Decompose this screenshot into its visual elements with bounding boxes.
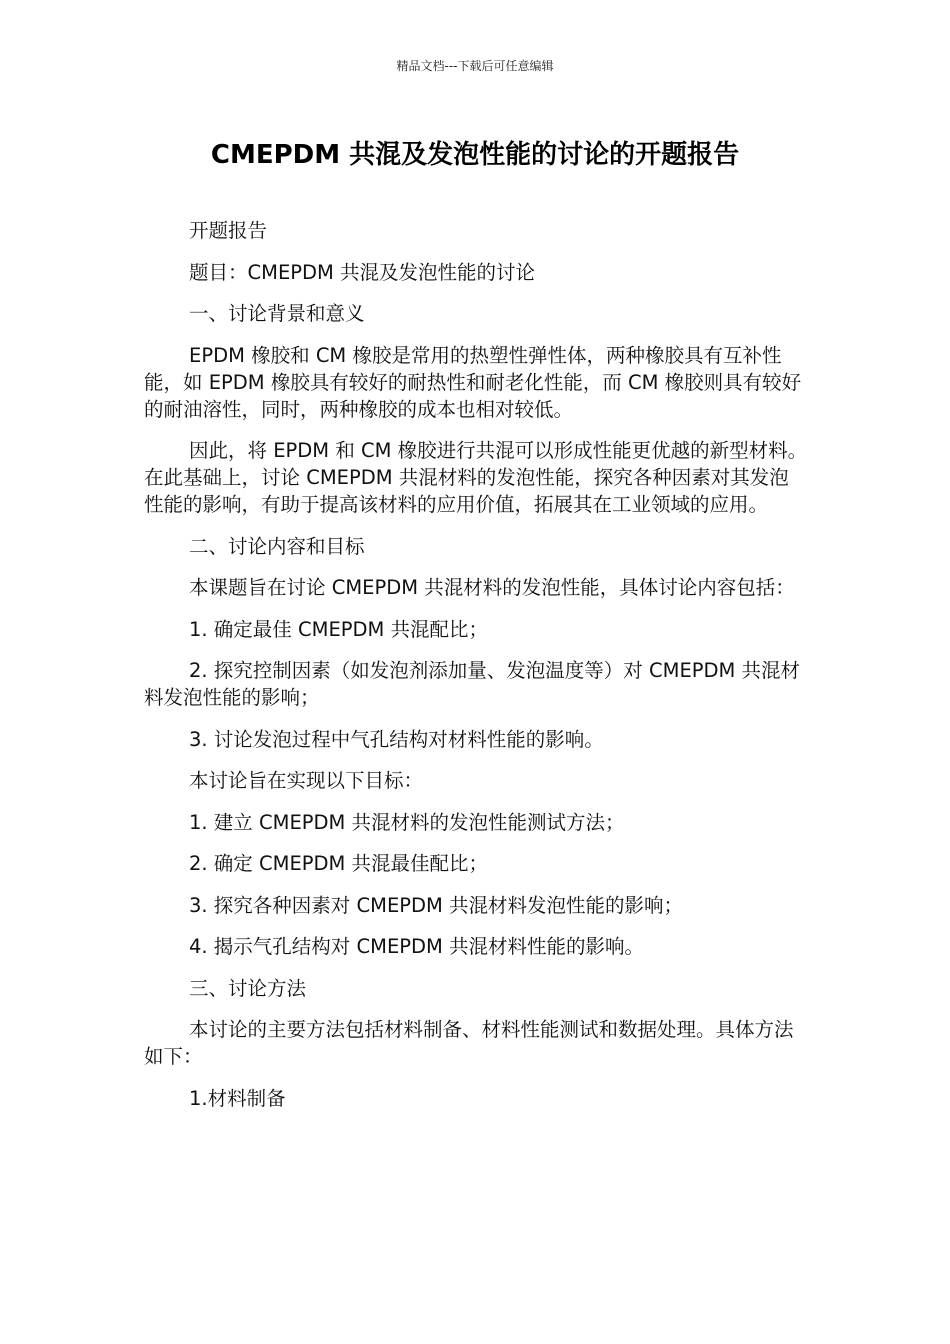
goal-item-4: 4. 揭示气孔结构对 CMEPDM 共混材料性能的影响。: [189, 935, 645, 958]
content-item-3: 3. 讨论发泡过程中气孔结构对材料性能的影响。: [189, 727, 604, 751]
paragraph-background-1: EPDM 橡胶和 CM 橡胶是常用的热塑性弹性体，两种橡胶具有互补性能，如 EPDM 橡胶具有较好的耐热性和耐老化性能，而 CM 橡胶则具有较好的耐油溶性，同时，两种橡胶的成本也相对较低。: [144, 343, 802, 421]
paragraph-topic: 题目：CMEPDM 共混及发泡性能的讨论: [189, 260, 536, 284]
content-item-1: 1. 确定最佳 CMEPDM 共混配比；: [189, 617, 489, 641]
content-item-2: 2. 探究控制因素（如发泡剂添加量、发泡温度等）对 CMEPDM 共混材料发泡性能的影响；: [144, 659, 801, 709]
document-title: CMEPDM 共混及发泡性能的讨论的开题报告: [210, 140, 740, 170]
section-heading-methods: 三、讨论方法: [189, 976, 307, 1000]
paragraph-background-2: 因此，将 EPDM 和 CM 橡胶进行共混可以形成性能更优越的新型材料。在此基础上，讨论 CMEPDM 共混材料的发泡性能，探究各种因素对其发泡性能的影响，有助于提高该材料的应用价值，拓展其在工业领域的应用。: [144, 439, 808, 516]
method-item-1: 1.材料制备: [189, 1086, 286, 1110]
paragraph-content-intro: 本课题旨在讨论 CMEPDM 共混材料的发泡性能，具体讨论内容包括：: [189, 576, 795, 599]
paragraph-goals-intro: 本讨论旨在实现以下目标：: [189, 769, 424, 792]
document-body: [144, 217, 808, 1126]
paragraph-methods-intro: 本讨论的主要方法包括材料制备、材料性能测试和数据处理。具体方法如下：: [144, 1018, 794, 1068]
goal-item-1: 1. 建立 CMEPDM 共混材料的发泡性能测试方法；: [189, 810, 625, 834]
section-heading-content-goals: 二、讨论内容和目标: [189, 534, 365, 558]
goal-item-2: 2. 确定 CMEPDM 共混最佳配比；: [189, 852, 489, 875]
section-heading-background: 一、讨论背景和意义: [189, 302, 365, 325]
goal-item-3: 3. 探究各种因素对 CMEPDM 共混材料发泡性能的影响；: [189, 893, 684, 917]
paragraph-report-label: 开题报告: [189, 219, 268, 242]
header-note: 精品文档---下载后可任意编辑: [396, 59, 554, 73]
